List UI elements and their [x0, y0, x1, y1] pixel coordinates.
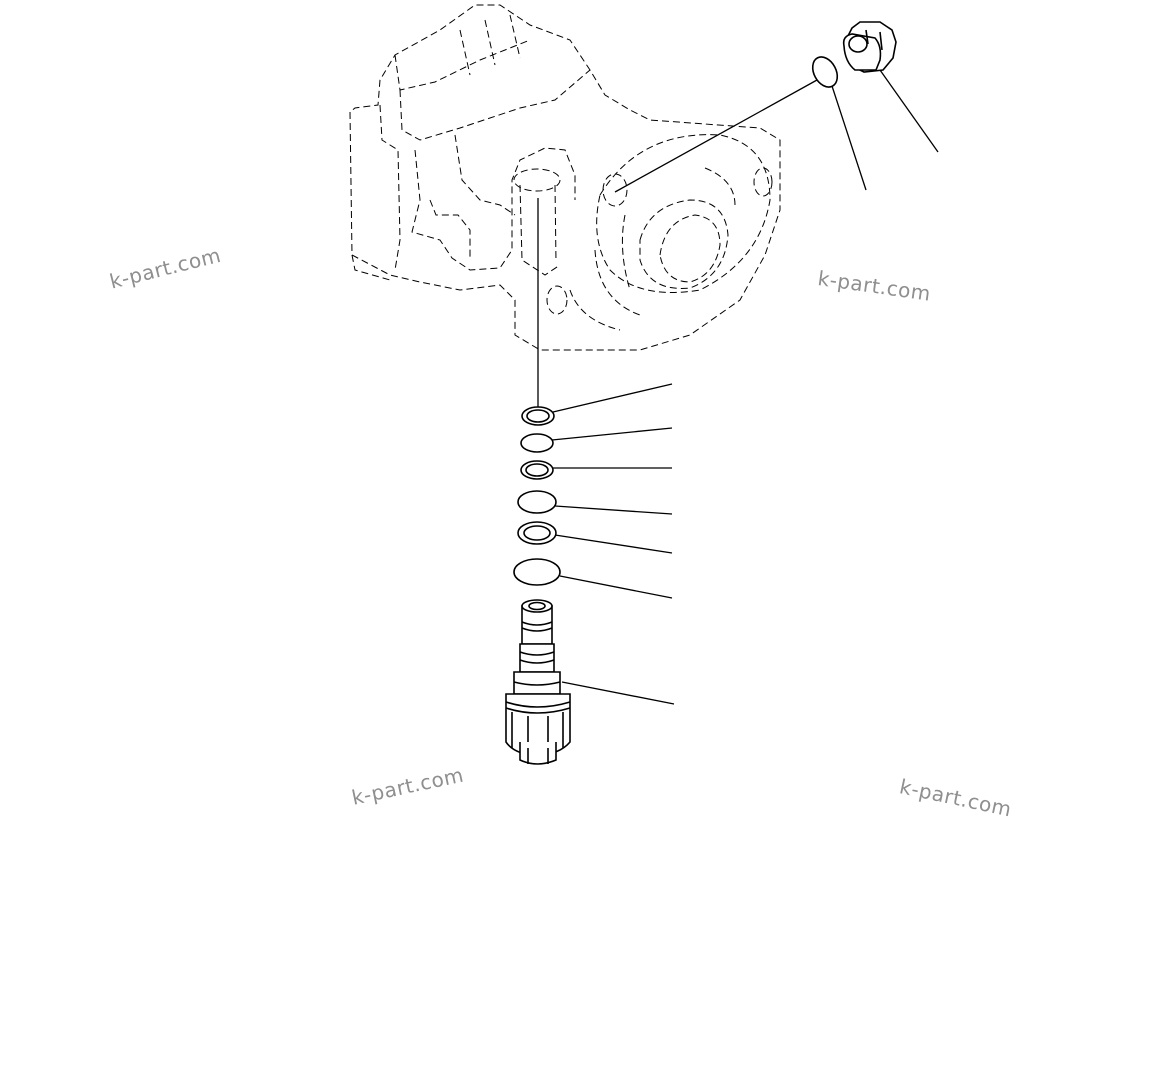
leader-line-backup-ring-3 — [555, 535, 672, 553]
watermark: k-part.com — [107, 242, 224, 294]
leader-line-relief-valve — [562, 682, 674, 704]
watermark: k-part.com — [897, 774, 1014, 822]
backup-ring-1 — [522, 407, 554, 425]
leader-line-backup-ring-1 — [553, 384, 672, 412]
o-ring-2 — [518, 491, 556, 513]
leader-line-plug — [880, 70, 938, 152]
o-ring-3 — [514, 559, 560, 585]
leader-line-plug-o-ring — [832, 86, 866, 190]
leader-line-o-ring-3 — [560, 576, 672, 598]
leader-line-o-ring-1 — [552, 428, 672, 440]
assembly-axis-plug — [615, 80, 817, 192]
pump-housing-phantom — [350, 5, 780, 350]
backup-ring-3 — [518, 522, 556, 544]
watermark: k-part.com — [816, 266, 933, 306]
backup-ring-2 — [521, 461, 553, 479]
plug — [844, 22, 896, 72]
relief-valve-cartridge — [506, 600, 570, 764]
leader-line-o-ring-2 — [555, 506, 672, 514]
o-ring-1 — [521, 434, 553, 452]
watermark: k-part.com — [349, 762, 466, 810]
plug-o-ring — [808, 53, 842, 92]
